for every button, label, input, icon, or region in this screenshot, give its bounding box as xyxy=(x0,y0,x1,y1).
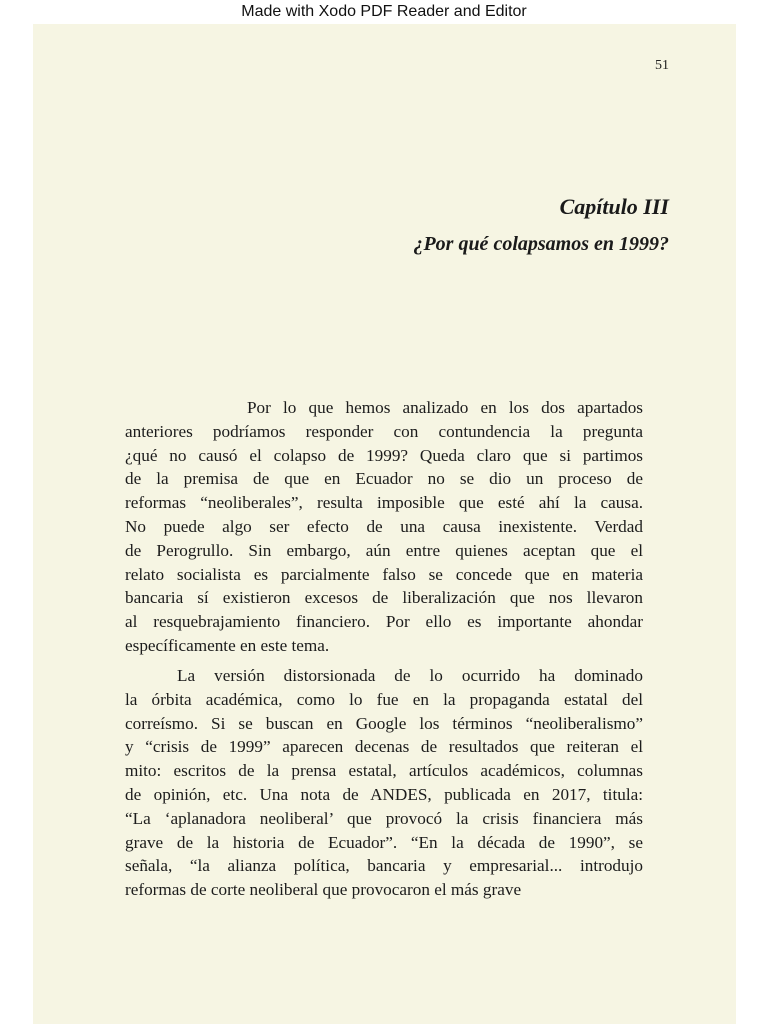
paragraph-2 xyxy=(125,664,643,902)
text-line: de la premisa de que en Ecuador no se dio un proceso de xyxy=(125,469,643,489)
watermark-banner: Made with Xodo PDF Reader and Editor xyxy=(0,0,768,24)
text-line: grave de la historia de Ecuador”. “En la década de 1990”, se xyxy=(125,832,643,852)
text-line: relato socialista es parcialmente falso se concede que en materia xyxy=(125,564,643,584)
text-line: señala, “la alianza política, bancaria y empresarial... introdujo xyxy=(125,856,643,876)
text-line: No puede algo ser efecto de una causa inexistente. Verdad xyxy=(125,516,643,536)
text-line: bancaria sí existieron excesos de liberalización que nos llevaron xyxy=(125,588,643,608)
text-line: y “crisis de 1999” aparecen decenas de resultados que reiteran el xyxy=(125,737,643,757)
text-line: reformas de corte neoliberal que provocaron el más grave xyxy=(125,880,522,900)
text-line: de opinión, etc. Una nota de ANDES, publicada en 2017, titula: xyxy=(125,784,643,804)
text-line: ¿qué no causó el colapso de 1999? Queda claro que si partimos xyxy=(125,445,643,465)
text-line: de Perogrullo. Sin embargo, aún entre quienes aceptan que el xyxy=(125,540,643,560)
text-line: anteriores podríamos responder con contundencia la pregunta xyxy=(125,421,643,441)
text-line: correísmo. Si se buscan en Google los términos “neoliberalismo” xyxy=(125,713,643,733)
text-line: “La ‘aplanadora neoliberal’ que provocó la crisis financiera más xyxy=(125,808,643,828)
text-line: La versión distorsionada de lo ocurrido ha dominado xyxy=(177,666,643,685)
page-number: 51 xyxy=(655,58,669,73)
paragraph-1 xyxy=(125,396,643,658)
text-line: la órbita académica, como lo fue en la propaganda estatal del xyxy=(125,689,643,709)
chapter-label: Capítulo III xyxy=(559,194,669,219)
text-line: Por lo que hemos analizado en los dos apartados xyxy=(247,398,643,417)
text-line: al resquebrajamiento financiero. Por ello es importante ahondar xyxy=(125,612,643,632)
document-page xyxy=(33,24,736,1024)
text-line: reformas “neoliberales”, resulta imposible que esté ahí la causa. xyxy=(125,493,643,513)
chapter-title: ¿Por qué colapsamos en 1999? xyxy=(413,233,669,255)
text-line: específicamente en este tema. xyxy=(125,635,330,655)
text-line: mito: escritos de la prensa estatal, artículos académicos, columnas xyxy=(125,761,643,781)
